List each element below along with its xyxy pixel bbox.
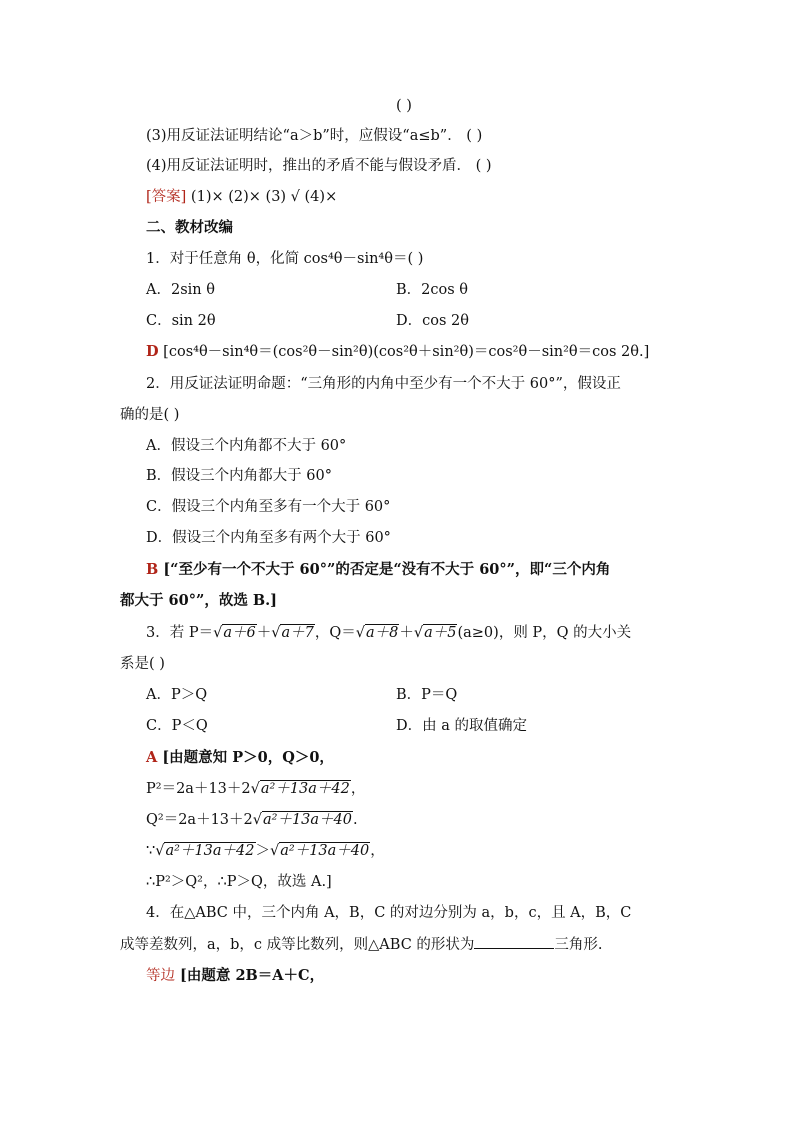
q3-radical-4: a＋5: [424, 625, 457, 641]
q3-ans4-post: ，: [370, 843, 385, 859]
q2-option-a: A．假设三个内角都不大于 60°: [146, 438, 347, 454]
q1-option-b: B．2cos θ: [396, 282, 469, 298]
q1-answer-letter: D: [146, 343, 159, 360]
answer-line: [146, 187, 337, 207]
q3-radical-2: a＋7: [281, 625, 314, 641]
q3-option-d: D．由 a 的取值确定: [396, 718, 527, 734]
q2-answer-line-2: 都大于 60°”，故选 B.]: [120, 592, 278, 609]
blank-paren: ( ): [396, 98, 412, 114]
question-3-line-2: 系是( ): [120, 656, 165, 672]
q3-answer-line-4: ∵√a²＋13a＋42＞√a²＋13a＋40，: [146, 843, 385, 859]
q3-ans4-pre: ∵: [146, 843, 156, 859]
q2-answer-body: [“至少有一个不大于 60°”的否定是“没有不大于 60°”，即“三个内角: [158, 561, 611, 578]
q2-option-b: B．假设三个内角都大于 60°: [146, 468, 332, 484]
q2-option-c: C．假设三个内角至多有一个大于 60°: [146, 499, 391, 515]
q3-answer-body: [由题意知 P＞0，Q＞0，: [157, 749, 334, 766]
q3-ans2-post: ，: [350, 781, 366, 797]
question-3-line-1: 3．若 P＝√a＋6＋√a＋7，Q＝√a＋8＋√a＋5(a≥0)，则 P，Q 的大小关: [146, 625, 632, 641]
q3-ans4-mid: ＞: [255, 843, 270, 859]
q3-ans2-pre: P²＝2a＋13＋2: [146, 781, 251, 797]
q1-option-d: D．cos 2θ: [396, 313, 469, 329]
q3-option-b: B．P＝Q: [396, 687, 458, 703]
q3-radical-1: a＋6: [223, 625, 256, 641]
question-4-line-2: [120, 934, 603, 955]
answer-tag: [答案]: [146, 189, 187, 205]
section-heading: 二、教材改编: [146, 219, 233, 236]
q4-suffix: 三角形.: [554, 937, 603, 953]
q3-prefix: 3．若 P＝: [146, 625, 214, 641]
q3-ans2-radical: a²＋13a＋42: [260, 781, 350, 797]
q3-ans4-radical-2: a²＋13a＋40: [280, 843, 370, 859]
q3-radical-3: a＋8: [365, 625, 399, 641]
q3-answer-letter: A: [146, 749, 158, 766]
q2-option-d: D．假设三个内角至多有两个大于 60°: [146, 530, 391, 546]
q2-answer-letter: B: [146, 561, 159, 578]
fill-in-blank: [474, 934, 554, 949]
q3-ans4-radical-1: a²＋13a＋42: [165, 843, 255, 859]
q4-prefix: 成等差数列，a，b，c 成等比数列，则△ABC 的形状为: [120, 937, 475, 953]
question-2-line-2: 确的是( ): [120, 407, 180, 423]
q3-plus-2: ＋: [399, 625, 414, 641]
q3-ans3-pre: Q²＝2a＋13＋2: [146, 812, 253, 828]
q2-answer-line-1: [146, 560, 610, 580]
q3-answer-line-3: Q²＝2a＋13＋2√a²＋13a＋40.: [146, 812, 358, 828]
question-4-line-1: 4．在△ABC 中，三个内角 A，B，C 的对边分别为 a，b，c，且 A，B，C: [146, 905, 632, 921]
q3-ans3-radical: a²＋13a＋40: [263, 812, 353, 828]
question-1: 1．对于任意角 θ，化简 cos⁴θ－sin⁴θ＝( ): [146, 251, 424, 267]
q4-answer-tag: 等边: [146, 968, 175, 984]
q3-suffix: (a≥0)，则 P，Q 的大小关: [457, 625, 632, 641]
q4-answer-body: [由题意 2B＝A＋C，: [175, 967, 325, 984]
q3-answer-line-2: P²＝2a＋13＋2√a²＋13a＋42，: [146, 781, 366, 797]
q3-ans3-post: .: [353, 812, 358, 828]
q1-answer-body: [cos⁴θ－sin⁴θ＝(cos²θ－sin²θ)(cos²θ＋sin²θ)＝cos²θ－sin²θ＝cos 2θ.]: [158, 344, 650, 360]
q3-answer-line-1: [146, 748, 334, 768]
q3-answer-line-5: ∴P²＞Q²，∴P＞Q，故选 A.]: [146, 874, 332, 890]
q1-option-c: C．sin 2θ: [146, 313, 216, 329]
item-3: (3)用反证法证明结论“a＞b”时，应假设“a≤b”． ( ): [146, 128, 483, 144]
q1-option-a: A．2sin θ: [146, 282, 215, 298]
q3-option-a: A．P＞Q: [146, 687, 208, 703]
q3-option-c: C．P＜Q: [146, 718, 208, 734]
item-4: (4)用反证法证明时，推出的矛盾不能与假设矛盾． ( ): [146, 158, 492, 174]
q3-plus-1: ＋: [256, 625, 272, 641]
question-2-line-1: 2．用反证法证明命题：“三角形的内角中至少有一个不大于 60°”，假设正: [146, 376, 621, 392]
answer-body: (1)× (2)× (3) √ (4)×: [186, 189, 338, 205]
q4-answer: [146, 966, 324, 986]
q1-answer: [146, 342, 649, 362]
q3-mid: ，Q＝: [314, 625, 356, 641]
